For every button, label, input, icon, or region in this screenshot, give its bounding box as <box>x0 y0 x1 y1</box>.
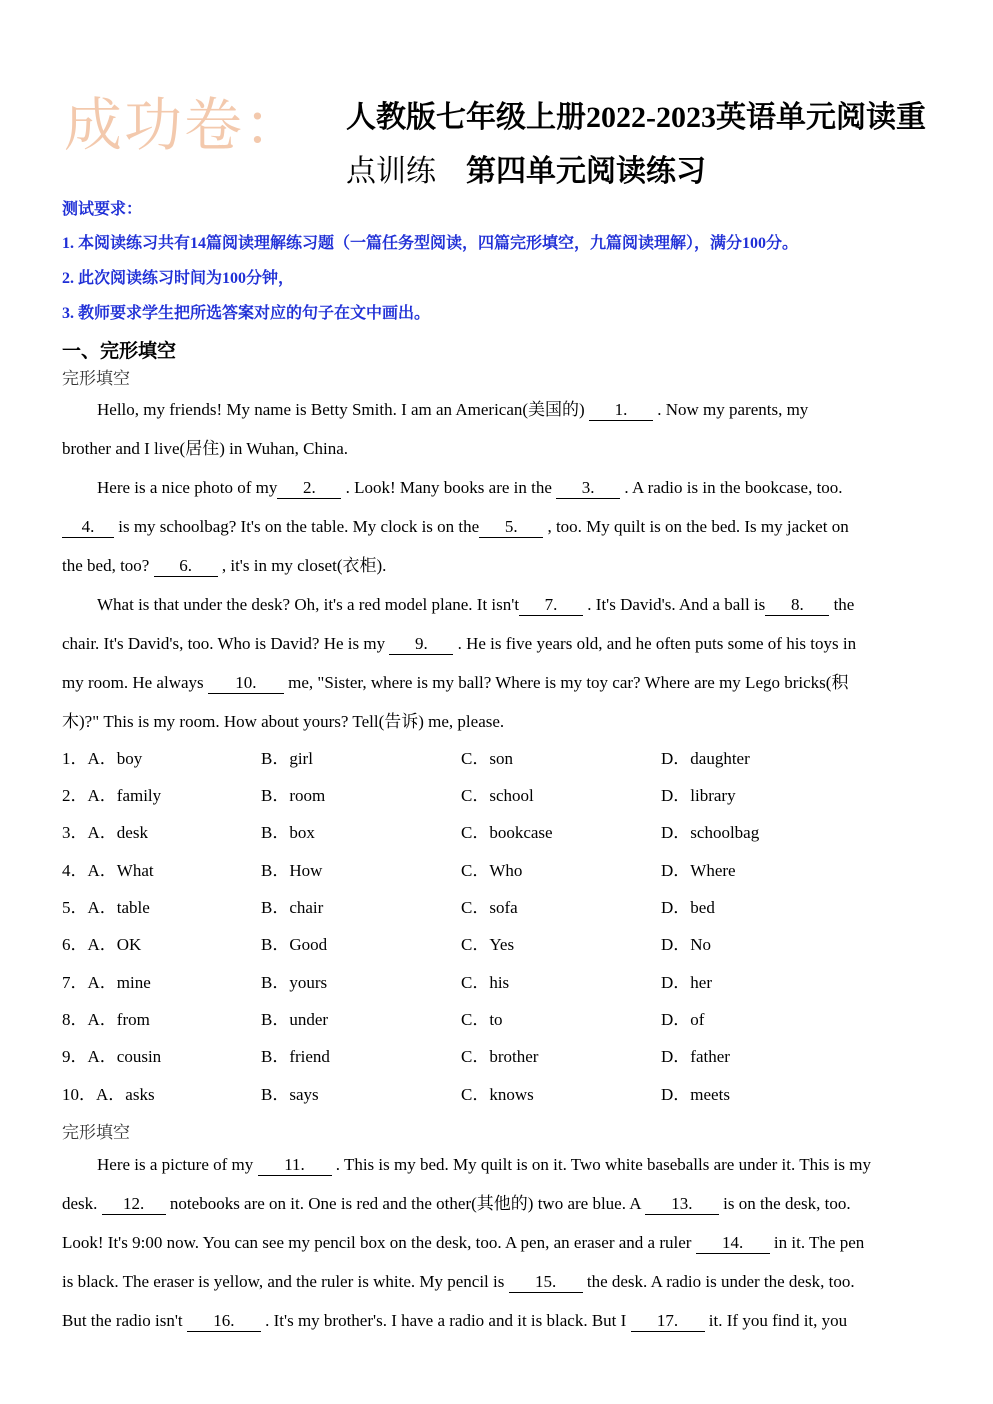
passage-line <box>62 429 932 468</box>
text: But the radio isn't <box>62 1311 187 1330</box>
option-c[interactable]: C．Who <box>461 861 523 880</box>
blank-15: 15. <box>509 1272 583 1293</box>
option-d[interactable]: D．meets <box>661 1085 730 1104</box>
option-d[interactable]: D．schoolbag <box>661 823 760 842</box>
option-a[interactable]: 10．A．asks <box>62 1085 155 1104</box>
passage-line <box>62 663 932 702</box>
option-d[interactable]: D．of <box>661 1010 705 1029</box>
text: . This is my bed. My quilt is on it. Two white baseballs are under it. This is my <box>331 1155 871 1174</box>
passage-1 <box>62 390 932 741</box>
option-b[interactable]: B．room <box>261 786 326 805</box>
text: the <box>829 595 855 614</box>
option-a[interactable]: 7．A．mine <box>62 973 151 992</box>
text: . Look! Many books are in the <box>341 478 557 497</box>
option-a[interactable]: 9．A．cousin <box>62 1047 162 1066</box>
blank-10: 10. <box>208 673 284 694</box>
option-b[interactable]: B．yours <box>261 973 328 992</box>
blank-6: 6. <box>154 556 218 577</box>
text: . He is five years old, and he often puts some of his toys in <box>453 634 857 653</box>
watermark: 成功卷： <box>64 91 305 159</box>
text: , too. My quilt is on the bed. Is my jacket on <box>543 517 849 536</box>
option-a[interactable]: 5．A．table <box>62 898 150 917</box>
text: in it. The pen <box>769 1233 865 1252</box>
text: chair. It's David's, too. Who is David? He is my <box>62 634 390 653</box>
text: my room. He always <box>62 673 208 692</box>
option-c[interactable]: C．bookcase <box>461 823 553 842</box>
option-b[interactable]: B．Good <box>261 935 328 954</box>
option-c[interactable]: C．his <box>461 973 510 992</box>
option-d[interactable]: D．library <box>661 786 736 805</box>
option-d[interactable]: D．her <box>661 973 712 992</box>
blank-8: 8. <box>765 595 829 616</box>
option-a[interactable]: 1．A．boy <box>62 749 143 768</box>
blank-17: 17. <box>631 1311 705 1332</box>
option-b[interactable]: B．says <box>261 1085 319 1104</box>
page-title: 人教版七年级上册2022-2023英语单元阅读重 <box>346 101 926 134</box>
option-d[interactable]: D．daughter <box>661 749 750 768</box>
title-part-b: 第四单元阅读练习 <box>466 154 706 189</box>
option-d[interactable]: D．Where <box>661 861 736 880</box>
option-b[interactable]: B．friend <box>261 1047 330 1066</box>
text: , it's in my closet(衣柜). <box>217 556 387 575</box>
text: me, "Sister, where is my ball? Where is my toy car? Where are my Lego bricks(积 <box>283 673 849 692</box>
text: Hello, my friends! My name is Betty Smith. I am an American(美国的) <box>97 400 589 419</box>
passage-line <box>62 468 932 507</box>
text: is on the desk, too. <box>718 1194 851 1213</box>
requirement-item: 1. 本阅读练习共有14篇阅读理解练习题（一篇任务型阅读，四篇完形填空，九篇阅读理解），满分100分。 <box>62 235 799 252</box>
passage-label: 完形填空 <box>62 1123 130 1142</box>
blank-4: 4. <box>62 517 114 538</box>
blank-12: 12. <box>102 1194 166 1215</box>
passage-line <box>62 1184 932 1223</box>
passage-label: 完形填空 <box>62 369 130 388</box>
text: . Now my parents, my <box>652 400 809 419</box>
option-a[interactable]: 2．A．family <box>62 786 162 805</box>
passage-line <box>62 390 932 429</box>
text: it. If you find it, you <box>704 1311 848 1330</box>
blank-5: 5. <box>479 517 543 538</box>
option-b[interactable]: B．girl <box>261 749 313 768</box>
text: desk. <box>62 1194 102 1213</box>
passage-line <box>62 624 932 663</box>
passage-2 <box>62 1145 932 1340</box>
blank-16: 16. <box>187 1311 261 1332</box>
passage-line <box>62 1223 932 1262</box>
option-b[interactable]: B．chair <box>261 898 324 917</box>
option-a[interactable]: 3．A．desk <box>62 823 148 842</box>
option-c[interactable]: C．Yes <box>461 935 515 954</box>
blank-7: 7. <box>519 595 583 616</box>
text: . It's David's. And a ball is <box>583 595 766 614</box>
option-c[interactable]: C．son <box>461 749 513 768</box>
passage-line <box>62 1301 932 1340</box>
option-b[interactable]: B．box <box>261 823 315 842</box>
requirement-item: 2. 此次阅读练习时间为100分钟， <box>62 270 295 287</box>
text: the desk. A radio is under the desk, too. <box>582 1272 855 1291</box>
text: is black. The eraser is yellow, and the ruler is white. My pencil is <box>62 1272 509 1291</box>
option-c[interactable]: C．brother <box>461 1047 539 1066</box>
blank-3: 3. <box>556 478 620 499</box>
title-part-a: 点训练 <box>346 155 436 188</box>
option-c[interactable]: C．to <box>461 1010 503 1029</box>
passage-line <box>62 1262 932 1301</box>
blank-1: 1. <box>589 400 653 421</box>
blank-2: 2. <box>277 478 341 499</box>
option-d[interactable]: D．father <box>661 1047 730 1066</box>
passage-line <box>62 702 932 741</box>
text: Here is a picture of my <box>97 1155 258 1174</box>
passage-line <box>62 546 932 585</box>
option-d[interactable]: D．No <box>661 935 712 954</box>
requirements-heading: 测试要求： <box>62 201 143 218</box>
option-c[interactable]: C．knows <box>461 1085 534 1104</box>
text: notebooks are on it. One is red and the other(其他的) two are blue. A <box>165 1194 645 1213</box>
text: . It's my brother's. I have a radio and it is black. But I <box>260 1311 631 1330</box>
section-title: 一、完形填空 <box>62 340 177 362</box>
blank-13: 13. <box>645 1194 719 1215</box>
blank-14: 14. <box>696 1233 770 1254</box>
passage-line <box>62 1145 932 1184</box>
option-c[interactable]: C．school <box>461 786 534 805</box>
option-a[interactable]: 6．A．OK <box>62 935 142 954</box>
text: Here is a nice photo of my <box>97 478 278 497</box>
option-c[interactable]: C．sofa <box>461 898 518 917</box>
blank-9: 9. <box>389 634 453 655</box>
option-d[interactable]: D．bed <box>661 898 715 917</box>
option-a[interactable]: 8．A．from <box>62 1010 150 1029</box>
blank-11: 11. <box>258 1155 332 1176</box>
option-b[interactable]: B．How <box>261 861 323 880</box>
passage-line <box>62 507 932 546</box>
text: . A radio is in the bookcase, too. <box>620 478 843 497</box>
text: What is that under the desk? Oh, it's a red model plane. It isn't <box>97 595 520 614</box>
option-a[interactable]: 4．A．What <box>62 861 154 880</box>
passage-line <box>62 585 932 624</box>
text: is my schoolbag? It's on the table. My clock is on the <box>114 517 480 536</box>
requirement-item: 3. 教师要求学生把所选答案对应的句子在文中画出。 <box>62 305 431 322</box>
text: brother and I live(居住) in Wuhan, China. <box>62 439 349 458</box>
text: Look! It's 9:00 now. You can see my pencil box on the desk, too. A pen, an eraser and a ruler <box>62 1233 696 1252</box>
text: the bed, too? <box>62 556 154 575</box>
option-b[interactable]: B．under <box>261 1010 329 1029</box>
page-title-line2 <box>346 146 706 190</box>
text: 木)?" This is my room. How about yours? Tell(告诉) me, please. <box>62 712 505 731</box>
